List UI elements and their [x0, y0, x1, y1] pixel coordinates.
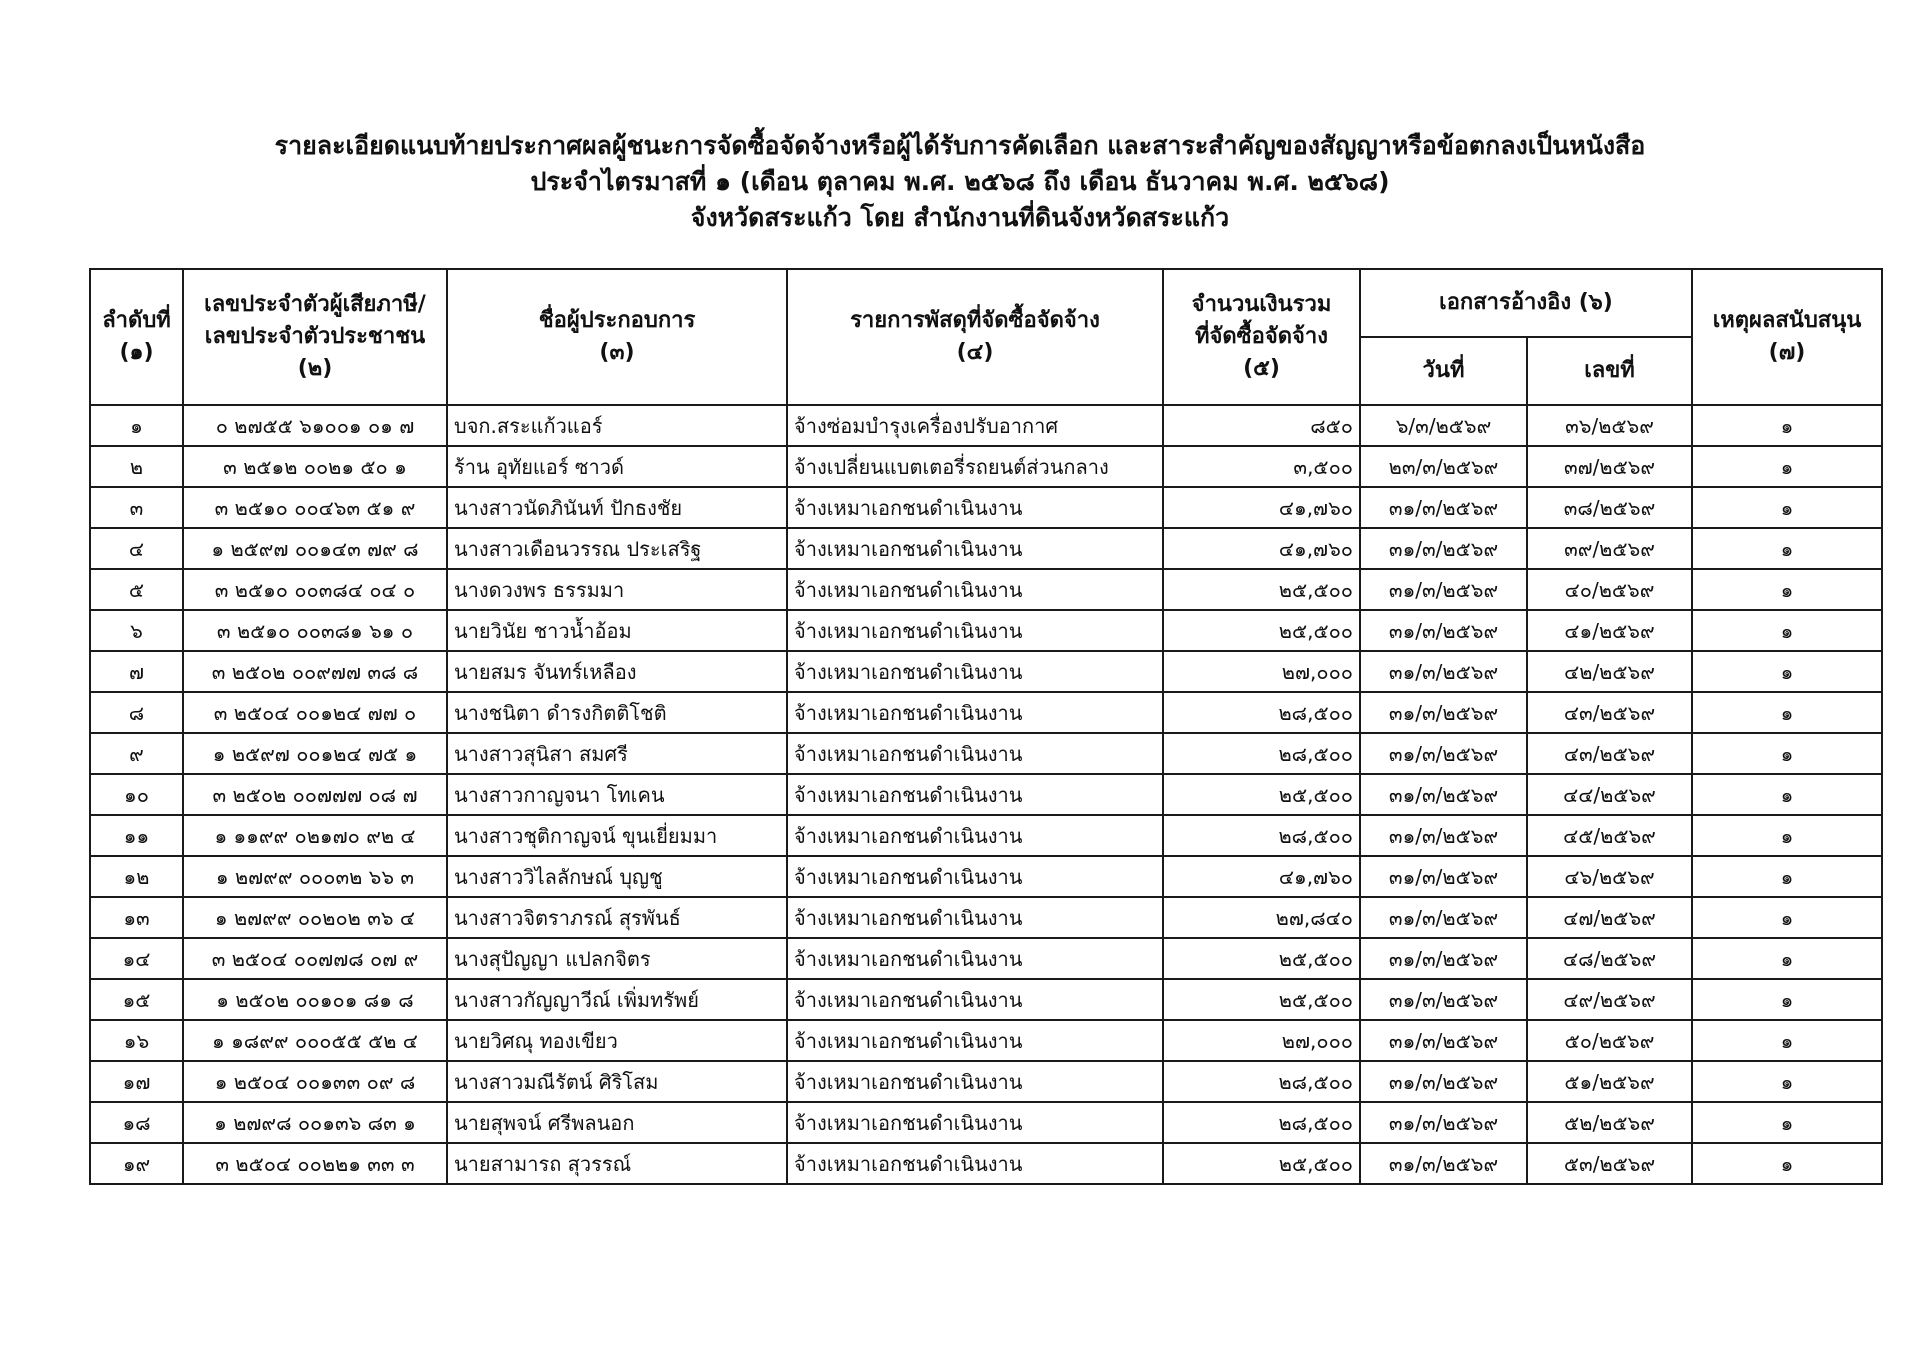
- cell-item: จ้างเหมาเอกชนดำเนินงาน: [787, 1020, 1163, 1061]
- cell-item: จ้างเหมาเอกชนดำเนินงาน: [787, 610, 1163, 651]
- cell-seq: ๑๑: [90, 815, 183, 856]
- cell-amount: ๒๘,๕๐๐: [1163, 815, 1360, 856]
- cell-ref-number: ๔๗/๒๕๖๙: [1527, 897, 1692, 938]
- cell-seq: ๗: [90, 651, 183, 692]
- cell-reason: ๑: [1692, 446, 1882, 487]
- cell-amount: ๒๕,๕๐๐: [1163, 774, 1360, 815]
- cell-item: จ้างเหมาเอกชนดำเนินงาน: [787, 528, 1163, 569]
- table-row: [90, 692, 1882, 733]
- cell-vendor: นางสุปัญญา แปลกจิตร: [447, 938, 787, 979]
- table-row: [90, 1061, 1882, 1102]
- cell-ref-number: ๕๑/๒๕๖๙: [1527, 1061, 1692, 1102]
- cell-reason: ๑: [1692, 1143, 1882, 1184]
- cell-seq: ๓: [90, 487, 183, 528]
- cell-item: จ้างเหมาเอกชนดำเนินงาน: [787, 979, 1163, 1020]
- cell-vendor: นางสาวนัดภินันท์ ปักธงชัย: [447, 487, 787, 528]
- cell-seq: ๖: [90, 610, 183, 651]
- cell-ref-number: ๕๓/๒๕๖๙: [1527, 1143, 1692, 1184]
- cell-taxid: ๓ ๒๕๑๐ ๐๐๓๘๔ ๐๔ ๐: [183, 569, 447, 610]
- cell-seq: ๑๒: [90, 856, 183, 897]
- cell-reason: ๑: [1692, 405, 1882, 446]
- header-period: ประจำไตรมาสที่ ๑ (เดือน ตุลาคม พ.ศ. ๒๕๖๘ ถึง เดือน ธันวาคม พ.ศ. ๒๕๖๘): [530, 167, 1390, 196]
- document-header: [0, 128, 1920, 236]
- cell-vendor: นายสุพจน์ ศรีพลนอก: [447, 1102, 787, 1143]
- cell-reason: ๑: [1692, 1061, 1882, 1102]
- cell-seq: ๘: [90, 692, 183, 733]
- cell-seq: ๑๓: [90, 897, 183, 938]
- cell-ref-number: ๔๐/๒๕๖๙: [1527, 569, 1692, 610]
- cell-seq: ๑๕: [90, 979, 183, 1020]
- cell-amount: ๒๕,๕๐๐: [1163, 569, 1360, 610]
- cell-vendor: นางสาวเดือนวรรณ ประเสริฐ: [447, 528, 787, 569]
- cell-ref-number: ๓๘/๒๕๖๙: [1527, 487, 1692, 528]
- cell-reason: ๑: [1692, 938, 1882, 979]
- table-row: [90, 487, 1882, 528]
- cell-seq: ๑: [90, 405, 183, 446]
- cell-amount: ๒๗,๐๐๐: [1163, 651, 1360, 692]
- header-ref-number: เลขที่: [1527, 337, 1692, 405]
- cell-reason: ๑: [1692, 651, 1882, 692]
- cell-amount: ๔๑,๗๖๐: [1163, 487, 1360, 528]
- cell-vendor: ร้าน อุทัยแอร์ ซาวด์: [447, 446, 787, 487]
- table-row: [90, 1020, 1882, 1061]
- cell-reason: ๑: [1692, 1102, 1882, 1143]
- table-row: [90, 733, 1882, 774]
- cell-ref-date: ๓๑/๓/๒๕๖๙: [1360, 856, 1527, 897]
- cell-taxid: ๓ ๒๕๐๔ ๐๐๑๒๔ ๗๗ ๐: [183, 692, 447, 733]
- cell-seq: ๑๐: [90, 774, 183, 815]
- cell-item: จ้างเหมาเอกชนดำเนินงาน: [787, 733, 1163, 774]
- cell-item: จ้างเหมาเอกชนดำเนินงาน: [787, 1143, 1163, 1184]
- cell-vendor: นางสาวกัญญาวีณ์ เพิ่มทรัพย์: [447, 979, 787, 1020]
- cell-ref-number: ๔๓/๒๕๖๙: [1527, 733, 1692, 774]
- cell-taxid: ๑ ๒๕๐๔ ๐๐๑๓๓ ๐๙ ๘: [183, 1061, 447, 1102]
- cell-item: จ้างเหมาเอกชนดำเนินงาน: [787, 487, 1163, 528]
- cell-vendor: นางสาวจิตราภรณ์ สุรพันธ์: [447, 897, 787, 938]
- header-item: รายการพัสดุที่จัดซื้อจัดจ้าง (๔): [787, 269, 1163, 405]
- cell-item: จ้างเหมาเอกชนดำเนินงาน: [787, 897, 1163, 938]
- cell-amount: ๔๑,๗๖๐: [1163, 528, 1360, 569]
- header-seq: ลำดับที่ (๑): [90, 269, 183, 405]
- cell-reason: ๑: [1692, 610, 1882, 651]
- header-amount: จำนวนเงินรวม ที่จัดซื้อจัดจ้าง (๕): [1163, 269, 1360, 405]
- cell-taxid: ๑ ๒๕๙๗ ๐๐๑๔๓ ๗๙ ๘: [183, 528, 447, 569]
- cell-vendor: นายสมร จันทร์เหลือง: [447, 651, 787, 692]
- cell-vendor: นางสาววิไลลักษณ์ บุญชู: [447, 856, 787, 897]
- cell-taxid: ๑ ๑๑๙๙ ๐๒๑๗๐ ๙๒ ๔: [183, 815, 447, 856]
- cell-seq: ๑๗: [90, 1061, 183, 1102]
- cell-ref-date: ๓๑/๓/๒๕๖๙: [1360, 1102, 1527, 1143]
- table-header-row: [90, 269, 1882, 337]
- cell-reason: ๑: [1692, 815, 1882, 856]
- cell-taxid: ๑ ๒๗๙๙ ๐๐๐๓๒ ๖๖ ๓: [183, 856, 447, 897]
- cell-item: จ้างเหมาเอกชนดำเนินงาน: [787, 938, 1163, 979]
- cell-ref-date: ๓๑/๓/๒๕๖๙: [1360, 774, 1527, 815]
- cell-seq: ๔: [90, 528, 183, 569]
- cell-reason: ๑: [1692, 1020, 1882, 1061]
- cell-seq: ๑๙: [90, 1143, 183, 1184]
- cell-seq: ๙: [90, 733, 183, 774]
- cell-amount: ๒๕,๕๐๐: [1163, 610, 1360, 651]
- cell-vendor: นายสามารถ สุวรรณ์: [447, 1143, 787, 1184]
- cell-taxid: ๑ ๒๕๙๗ ๐๐๑๒๔ ๗๕ ๑: [183, 733, 447, 774]
- cell-amount: ๒๕,๕๐๐: [1163, 938, 1360, 979]
- cell-seq: ๑๘: [90, 1102, 183, 1143]
- cell-item: จ้างเหมาเอกชนดำเนินงาน: [787, 815, 1163, 856]
- cell-amount: ๒๘,๕๐๐: [1163, 1102, 1360, 1143]
- cell-ref-date: ๓๑/๓/๒๕๖๙: [1360, 897, 1527, 938]
- cell-ref-date: ๒๓/๓/๒๕๖๙: [1360, 446, 1527, 487]
- header-taxid: เลขประจำตัวผู้เสียภาษี/ เลขประจำตัวประชาชน (๒): [183, 269, 447, 405]
- header-title: รายละเอียดแนบท้ายประกาศผลผู้ชนะการจัดซื้อจัดจ้างหรือผู้ได้รับการคัดเลือก และสาระสำคัญของสัญญาหรือข้อตกลงเป็นหนังสือ: [274, 131, 1646, 160]
- cell-taxid: ๑ ๒๗๙๙ ๐๐๒๐๒ ๓๖ ๔: [183, 897, 447, 938]
- cell-vendor: นางสาวกาญจนา โทเคน: [447, 774, 787, 815]
- cell-seq: ๒: [90, 446, 183, 487]
- cell-item: จ้างซ่อมบำรุงเครื่องปรับอากาศ: [787, 405, 1163, 446]
- cell-vendor: บจก.สระแก้วแอร์: [447, 405, 787, 446]
- table-row: [90, 815, 1882, 856]
- cell-taxid: ๓ ๒๕๐๔ ๐๐๒๒๑ ๓๓ ๓: [183, 1143, 447, 1184]
- cell-item: จ้างเปลี่ยนแบตเตอรี่รถยนต์ส่วนกลาง: [787, 446, 1163, 487]
- cell-vendor: นายวินัย ชาวน้ำอ้อม: [447, 610, 787, 651]
- table-row: [90, 446, 1882, 487]
- cell-taxid: ๓ ๒๕๐๒ ๐๐๙๗๗ ๓๘ ๘: [183, 651, 447, 692]
- cell-amount: ๒๗,๘๔๐: [1163, 897, 1360, 938]
- header-vendor: ชื่อผู้ประกอบการ (๓): [447, 269, 787, 405]
- table-row: [90, 651, 1882, 692]
- cell-seq: ๑๖: [90, 1020, 183, 1061]
- cell-amount: ๒๘,๕๐๐: [1163, 692, 1360, 733]
- cell-item: จ้างเหมาเอกชนดำเนินงาน: [787, 569, 1163, 610]
- cell-taxid: ๑ ๒๗๙๘ ๐๐๑๓๖ ๘๓ ๑: [183, 1102, 447, 1143]
- cell-reason: ๑: [1692, 774, 1882, 815]
- cell-ref-date: ๓๑/๓/๒๕๖๙: [1360, 1020, 1527, 1061]
- cell-taxid: ๑ ๑๘๙๙ ๐๐๐๕๕ ๕๒ ๔: [183, 1020, 447, 1061]
- cell-ref-number: ๓๗/๒๕๖๙: [1527, 446, 1692, 487]
- cell-amount: ๘๕๐: [1163, 405, 1360, 446]
- cell-amount: ๓,๕๐๐: [1163, 446, 1360, 487]
- cell-ref-number: ๔๘/๒๕๖๙: [1527, 938, 1692, 979]
- cell-ref-number: ๔๒/๒๕๖๙: [1527, 651, 1692, 692]
- table-row: [90, 528, 1882, 569]
- cell-taxid: ๐ ๒๗๕๕ ๖๑๐๐๑ ๐๑ ๗: [183, 405, 447, 446]
- cell-reason: ๑: [1692, 528, 1882, 569]
- cell-ref-number: ๔๖/๒๕๖๙: [1527, 856, 1692, 897]
- cell-ref-date: ๓๑/๓/๒๕๖๙: [1360, 815, 1527, 856]
- cell-taxid: ๓ ๒๕๐๔ ๐๐๗๗๘ ๐๗ ๙: [183, 938, 447, 979]
- cell-ref-date: ๓๑/๓/๒๕๖๙: [1360, 487, 1527, 528]
- cell-vendor: นางสาวสุนิสา สมศรี: [447, 733, 787, 774]
- cell-item: จ้างเหมาเอกชนดำเนินงาน: [787, 1102, 1163, 1143]
- table-row: [90, 774, 1882, 815]
- cell-ref-number: ๓๙/๒๕๖๙: [1527, 528, 1692, 569]
- cell-ref-date: ๓๑/๓/๒๕๖๙: [1360, 938, 1527, 979]
- cell-ref-date: ๓๑/๓/๒๕๖๙: [1360, 569, 1527, 610]
- table-row: [90, 856, 1882, 897]
- cell-ref-date: ๓๑/๓/๒๕๖๙: [1360, 1061, 1527, 1102]
- cell-vendor: นางสาวมณีรัตน์ ศิริโสม: [447, 1061, 787, 1102]
- cell-amount: ๒๕,๕๐๐: [1163, 979, 1360, 1020]
- table-row: [90, 938, 1882, 979]
- cell-item: จ้างเหมาเอกชนดำเนินงาน: [787, 1061, 1163, 1102]
- table-row: [90, 1143, 1882, 1184]
- cell-vendor: นางชนิตา ดำรงกิตติโชติ: [447, 692, 787, 733]
- cell-vendor: นายวิศณุ ทองเขียว: [447, 1020, 787, 1061]
- header-reason: เหตุผลสนับสนุน (๗): [1692, 269, 1882, 405]
- cell-reason: ๑: [1692, 487, 1882, 528]
- header-agency: จังหวัดสระแก้ว โดย สำนักงานที่ดินจังหวัดสระแก้ว: [690, 203, 1230, 232]
- cell-reason: ๑: [1692, 569, 1882, 610]
- cell-ref-number: ๔๙/๒๕๖๙: [1527, 979, 1692, 1020]
- cell-taxid: ๓ ๒๕๐๒ ๐๐๗๗๗ ๐๘ ๗: [183, 774, 447, 815]
- cell-item: จ้างเหมาเอกชนดำเนินงาน: [787, 692, 1163, 733]
- header-reference: เอกสารอ้างอิง (๖): [1360, 269, 1692, 337]
- cell-vendor: นางดวงพร ธรรมมา: [447, 569, 787, 610]
- cell-seq: ๕: [90, 569, 183, 610]
- cell-ref-date: ๖/๓/๒๕๖๙: [1360, 405, 1527, 446]
- table-row: [90, 405, 1882, 446]
- cell-amount: ๒๘,๕๐๐: [1163, 733, 1360, 774]
- table-row: [90, 569, 1882, 610]
- cell-ref-date: ๓๑/๓/๒๕๖๙: [1360, 651, 1527, 692]
- cell-taxid: ๑ ๒๕๐๒ ๐๐๑๐๑ ๘๑ ๘: [183, 979, 447, 1020]
- header-ref-date: วันที่: [1360, 337, 1527, 405]
- cell-amount: ๒๕,๕๐๐: [1163, 1143, 1360, 1184]
- cell-ref-number: ๔๑/๒๕๖๙: [1527, 610, 1692, 651]
- cell-item: จ้างเหมาเอกชนดำเนินงาน: [787, 774, 1163, 815]
- cell-ref-number: ๓๖/๒๕๖๙: [1527, 405, 1692, 446]
- cell-ref-number: ๔๓/๒๕๖๙: [1527, 692, 1692, 733]
- cell-amount: ๒๘,๕๐๐: [1163, 1061, 1360, 1102]
- cell-taxid: ๓ ๒๕๑๐ ๐๐๓๘๑ ๖๑ ๐: [183, 610, 447, 651]
- cell-ref-number: ๕๐/๒๕๖๙: [1527, 1020, 1692, 1061]
- cell-ref-date: ๓๑/๓/๒๕๖๙: [1360, 733, 1527, 774]
- cell-taxid: ๓ ๒๕๑๒ ๐๐๒๑ ๕๐ ๑: [183, 446, 447, 487]
- table-row: [90, 897, 1882, 938]
- procurement-table: [89, 268, 1883, 1185]
- cell-ref-date: ๓๑/๓/๒๕๖๙: [1360, 692, 1527, 733]
- cell-amount: ๔๑,๗๖๐: [1163, 856, 1360, 897]
- cell-reason: ๑: [1692, 692, 1882, 733]
- cell-taxid: ๓ ๒๕๑๐ ๐๐๔๖๓ ๕๑ ๙: [183, 487, 447, 528]
- cell-seq: ๑๔: [90, 938, 183, 979]
- cell-ref-number: ๕๒/๒๕๖๙: [1527, 1102, 1692, 1143]
- cell-ref-date: ๓๑/๓/๒๕๖๙: [1360, 528, 1527, 569]
- cell-reason: ๑: [1692, 733, 1882, 774]
- cell-vendor: นางสาวชุติกาญจน์ ขุนเยี่ยมมา: [447, 815, 787, 856]
- cell-amount: ๒๗,๐๐๐: [1163, 1020, 1360, 1061]
- cell-ref-number: ๔๔/๒๕๖๙: [1527, 774, 1692, 815]
- table-body: [90, 405, 1882, 1184]
- table-row: [90, 979, 1882, 1020]
- cell-reason: ๑: [1692, 979, 1882, 1020]
- cell-ref-date: ๓๑/๓/๒๕๖๙: [1360, 979, 1527, 1020]
- cell-ref-date: ๓๑/๓/๒๕๖๙: [1360, 1143, 1527, 1184]
- table-row: [90, 610, 1882, 651]
- cell-reason: ๑: [1692, 856, 1882, 897]
- cell-ref-date: ๓๑/๓/๒๕๖๙: [1360, 610, 1527, 651]
- cell-item: จ้างเหมาเอกชนดำเนินงาน: [787, 856, 1163, 897]
- cell-item: จ้างเหมาเอกชนดำเนินงาน: [787, 651, 1163, 692]
- cell-ref-number: ๔๕/๒๕๖๙: [1527, 815, 1692, 856]
- table-row: [90, 1102, 1882, 1143]
- cell-reason: ๑: [1692, 897, 1882, 938]
